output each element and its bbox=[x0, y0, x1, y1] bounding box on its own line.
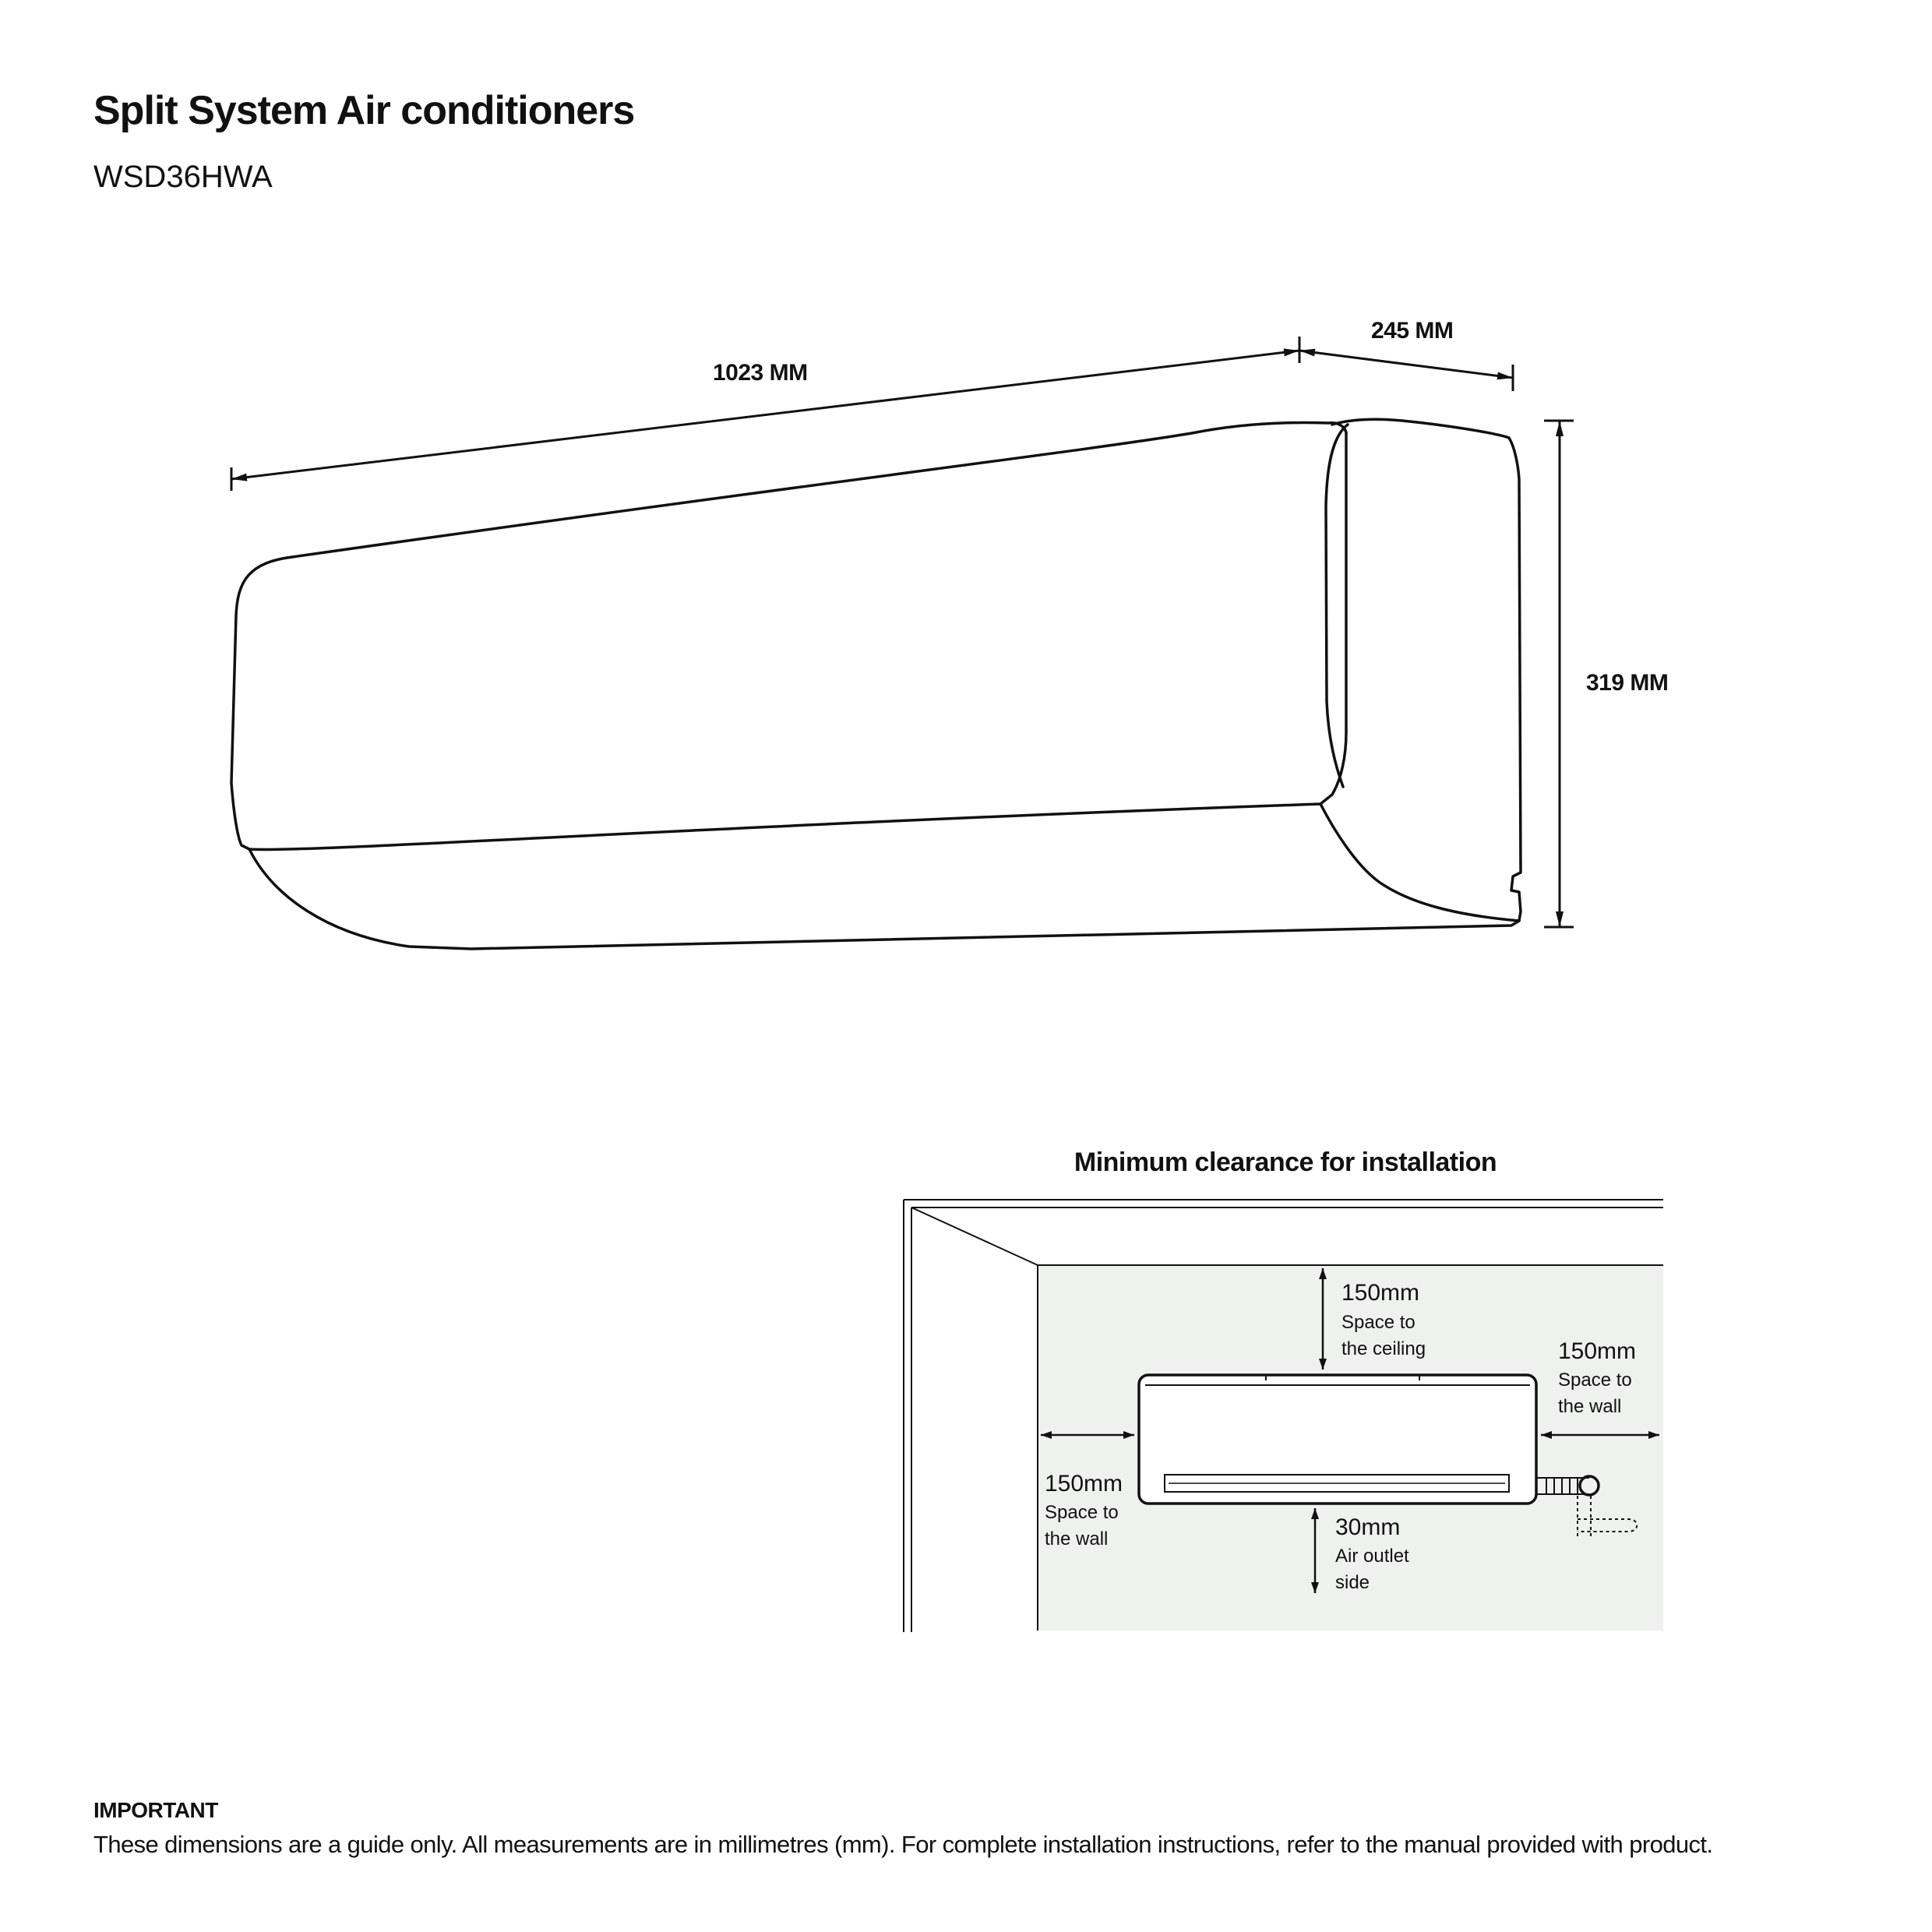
page-title: Split System Air conditioners bbox=[93, 88, 635, 133]
height-label: 319 MM bbox=[1586, 670, 1669, 696]
top-clearance-desc-2: the ceiling bbox=[1341, 1338, 1426, 1359]
width-label: 1023 MM bbox=[713, 360, 808, 386]
top-clearance-desc-1: Space to bbox=[1341, 1312, 1416, 1333]
depth-label: 245 MM bbox=[1371, 318, 1454, 344]
right-clearance-desc-1: Space to bbox=[1558, 1370, 1632, 1391]
bottom-clearance-desc-2: side bbox=[1335, 1572, 1370, 1593]
right-clearance-value: 150mm bbox=[1558, 1338, 1637, 1364]
top-clearance-value: 150mm bbox=[1341, 1280, 1420, 1306]
left-clearance-desc-1: Space to bbox=[1045, 1502, 1119, 1523]
left-clearance-desc-2: the wall bbox=[1045, 1528, 1109, 1549]
right-clearance-desc-2: the wall bbox=[1558, 1396, 1622, 1417]
clearance-title: Minimum clearance for installation bbox=[1074, 1148, 1497, 1177]
important-heading: IMPORTANT bbox=[93, 1798, 218, 1822]
bottom-clearance-value: 30mm bbox=[1335, 1514, 1401, 1540]
model-number: WSD36HWA bbox=[93, 160, 273, 194]
important-text: These dimensions are a guide only. All measurements are in millimetres (mm). For complete installation instructions, refer to the manual provided with product. bbox=[93, 1831, 1713, 1858]
left-clearance-value: 150mm bbox=[1045, 1471, 1123, 1497]
bottom-clearance-desc-1: Air outlet bbox=[1335, 1546, 1409, 1567]
